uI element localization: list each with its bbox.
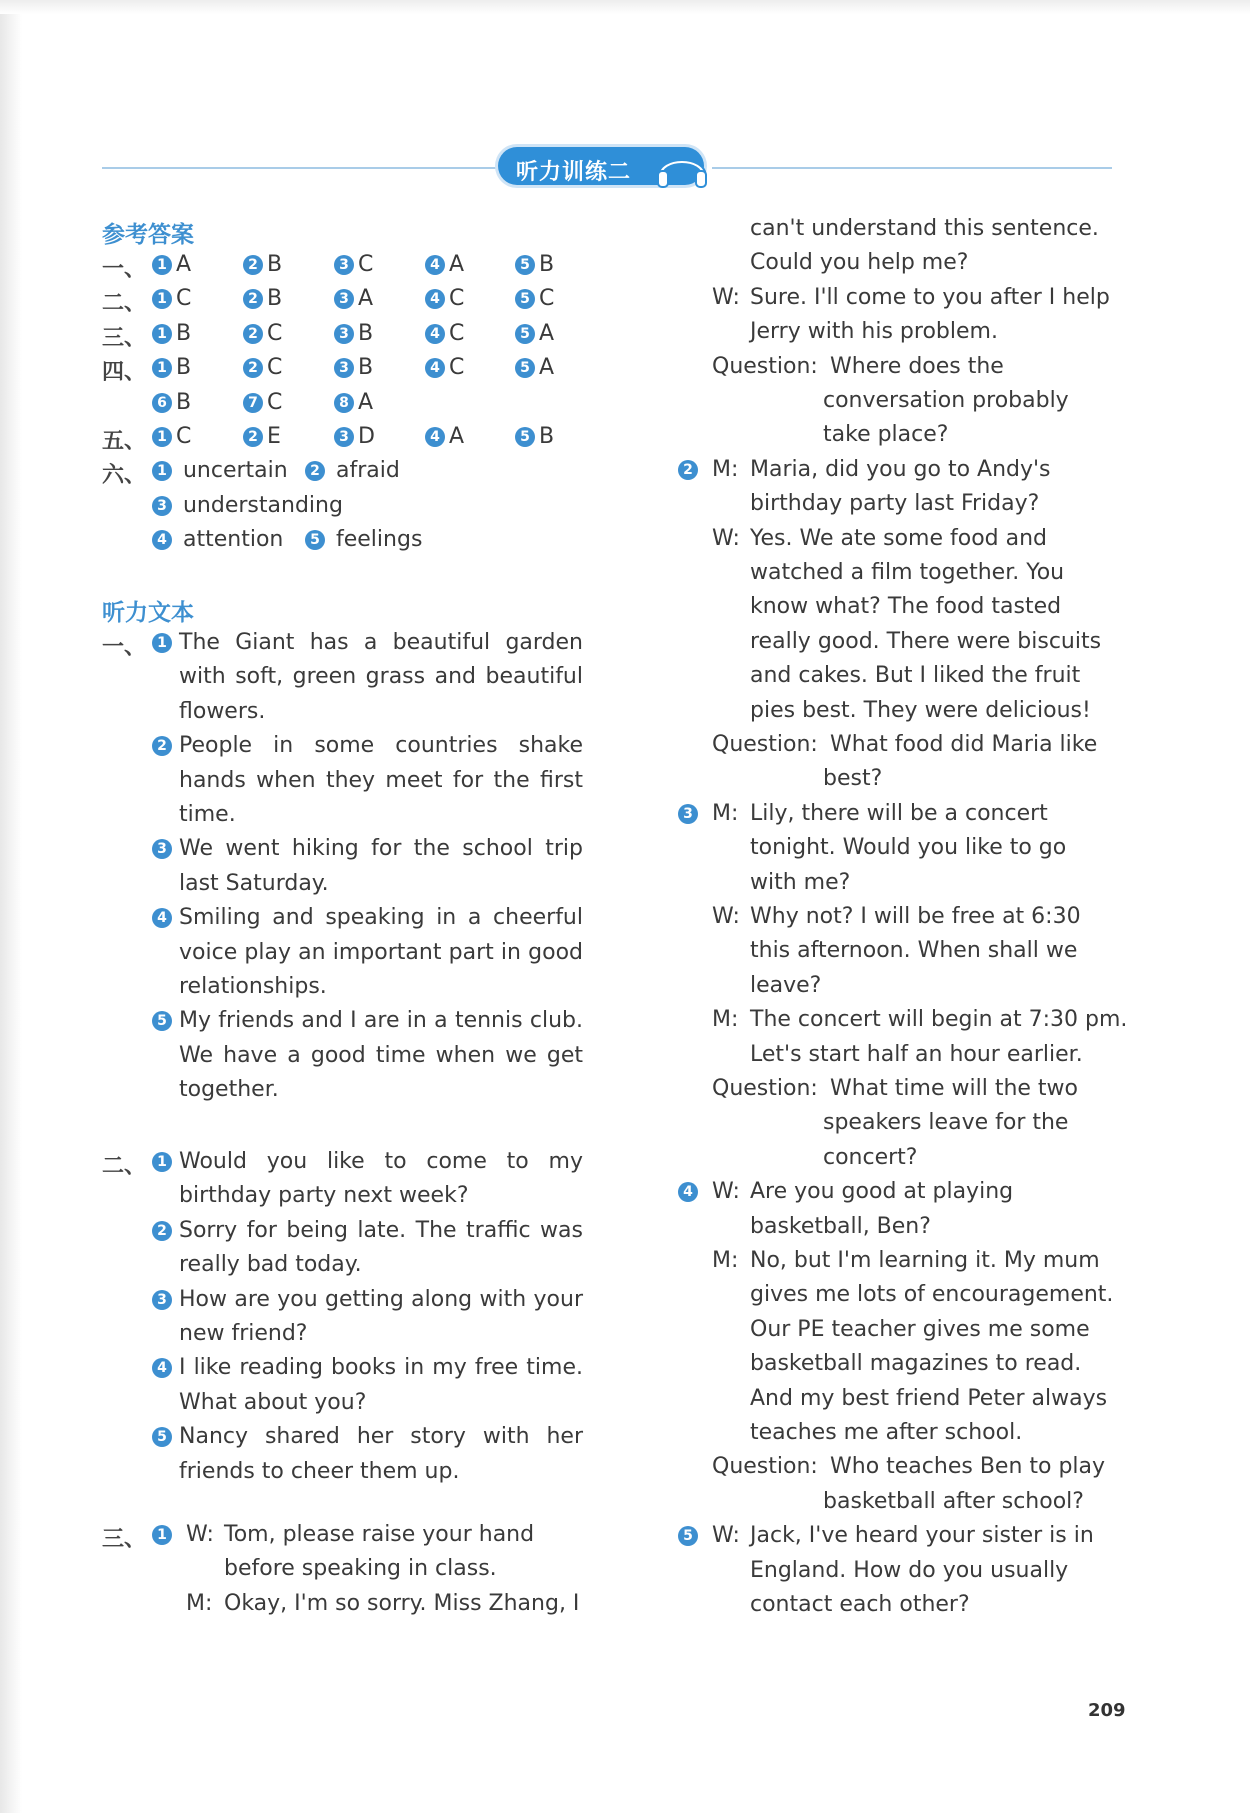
answer-item	[152, 493, 343, 518]
number-badge-icon: 4	[152, 908, 172, 928]
answer-value: A	[449, 252, 465, 277]
script-item-number	[152, 1287, 172, 1312]
answer-value: C	[449, 286, 465, 312]
script-line: Yes. We ate some food and	[750, 525, 1048, 551]
script-line: What about you?	[179, 1389, 367, 1415]
number-badge-icon: 4	[425, 289, 445, 309]
script-item-number	[152, 733, 172, 758]
script-line: take place?	[823, 422, 949, 448]
answer-row-label: 五、	[102, 429, 147, 454]
number-badge-icon: 4	[678, 1182, 698, 1202]
answer-item	[334, 355, 373, 380]
script-line: speakers leave for the	[823, 1110, 1069, 1136]
answer-item	[515, 355, 554, 380]
answer-item	[243, 321, 282, 346]
script-line: contact each other?	[750, 1592, 970, 1617]
number-badge-icon: 5	[515, 427, 535, 447]
number-badge-icon: 6	[152, 393, 172, 413]
number-badge-icon: 3	[334, 427, 354, 447]
script-item-number	[152, 1522, 172, 1547]
script-line: flowers.	[179, 698, 266, 724]
number-badge-icon: 2	[243, 427, 263, 447]
answer-value: A	[449, 424, 465, 449]
script-line: Why not? I will be free at 6:30	[750, 904, 1081, 929]
answer-item	[425, 252, 464, 277]
script-line: Our PE teacher gives me some	[750, 1316, 1090, 1342]
script-line: know what? The food tasted	[750, 594, 1062, 620]
number-badge-icon: 1	[152, 1152, 172, 1172]
script-line: can't understand this sentence.	[750, 216, 1099, 241]
speaker-label: M:	[186, 1590, 213, 1616]
script-line: Where does the	[830, 353, 1004, 379]
banner-title: 听力训练二	[516, 160, 632, 185]
answers-heading: 参考答案	[102, 222, 194, 248]
script-line: Would you like to come to my	[179, 1149, 583, 1174]
number-badge-icon: 1	[152, 289, 172, 309]
speaker-label: M:	[712, 1248, 739, 1273]
number-badge-icon: 2	[152, 736, 172, 756]
answer-item	[243, 424, 281, 449]
script-part-label: 二、	[102, 1154, 147, 1179]
script-line: Who teaches Ben to play	[830, 1454, 1106, 1480]
number-badge-icon: 5	[515, 358, 535, 378]
speaker-label: Question:	[712, 732, 818, 757]
script-line: Jerry with his problem.	[750, 319, 998, 345]
script-line: Okay, I'm so sorry. Miss Zhang, I	[224, 1590, 580, 1616]
script-line: What time will the two	[830, 1076, 1078, 1101]
script-line: basketball after school?	[823, 1488, 1084, 1514]
answer-row-label: 六、	[102, 463, 147, 489]
answer-value: C	[539, 286, 555, 312]
answer-value: E	[267, 424, 281, 449]
script-line: really good. There were biscuits	[750, 628, 1102, 654]
speaker-label: W:	[186, 1522, 214, 1547]
number-badge-icon: 2	[243, 255, 263, 275]
answer-item	[334, 424, 375, 449]
speaker-label: M:	[712, 1007, 739, 1033]
number-badge-icon: 2	[152, 1221, 172, 1241]
script-line: teaches me after school.	[750, 1420, 1023, 1445]
answer-value: understanding	[176, 492, 343, 518]
answer-item	[152, 355, 191, 380]
answer-value: B	[176, 389, 192, 415]
speaker-label: Question:	[712, 1454, 818, 1480]
number-badge-icon: 3	[152, 496, 172, 516]
speaker-label: M:	[712, 456, 739, 482]
script-line: before speaking in class.	[224, 1556, 497, 1582]
speaker-label: W:	[712, 284, 740, 310]
script-heading: 听力文本	[102, 600, 194, 626]
number-badge-icon: 2	[678, 460, 698, 480]
number-badge-icon: 5	[305, 530, 325, 550]
answer-value: B	[176, 355, 192, 381]
script-item-number	[152, 630, 172, 655]
script-line: People in some countries shake	[179, 733, 583, 759]
script-item-number	[152, 1218, 172, 1243]
answer-value: uncertain	[176, 458, 288, 484]
answer-item	[152, 424, 191, 449]
answer-item	[243, 355, 282, 380]
script-line: birthday party next week?	[179, 1183, 469, 1209]
number-badge-icon: 2	[305, 461, 325, 481]
script-line: Lily, there will be a concert	[750, 800, 1048, 826]
number-badge-icon: 5	[515, 255, 535, 275]
number-badge-icon: 2	[243, 289, 263, 309]
number-badge-icon: 5	[152, 1427, 172, 1447]
script-item-number	[152, 1149, 172, 1174]
answer-item	[152, 252, 191, 277]
page-number: 209	[1088, 1700, 1126, 1721]
script-line: Sure. I'll come to you after I help	[750, 284, 1110, 310]
number-badge-icon: 3	[152, 839, 172, 859]
header-rule-right	[712, 167, 1112, 169]
script-line: Let's start half an hour earlier.	[750, 1041, 1083, 1067]
script-line: watched a film together. You	[750, 560, 1065, 585]
script-item-number	[152, 1008, 172, 1033]
answer-item	[334, 390, 373, 415]
number-badge-icon: 5	[515, 289, 535, 309]
script-line: Sorry for being late. The traffic was	[179, 1217, 583, 1243]
answer-value: B	[267, 252, 283, 277]
number-badge-icon: 1	[152, 358, 172, 378]
script-line: The Giant has a beautiful garden	[179, 630, 583, 655]
script-line: Nancy shared her story with her	[179, 1424, 583, 1450]
answer-value: B	[267, 286, 283, 312]
speaker-label: W:	[712, 525, 740, 551]
answer-item	[515, 424, 554, 449]
answer-value: B	[539, 424, 555, 449]
number-badge-icon: 4	[425, 255, 445, 275]
answer-value: C	[449, 355, 465, 381]
script-line: We have a good time when we get	[179, 1042, 583, 1068]
number-badge-icon: 4	[425, 324, 445, 344]
script-line: Tom, please raise your hand	[224, 1522, 535, 1547]
answer-value: C	[267, 389, 283, 415]
script-line: birthday party last Friday?	[750, 491, 1040, 517]
speaker-label: M:	[712, 800, 739, 826]
dialog-number	[678, 801, 698, 826]
answer-item	[515, 286, 554, 311]
script-item-number	[152, 1424, 172, 1449]
answer-item	[152, 321, 191, 346]
script-line: No, but I'm learning it. My mum	[750, 1248, 1100, 1273]
script-line: with me?	[750, 869, 851, 895]
number-badge-icon: 3	[334, 289, 354, 309]
dialog-number	[678, 457, 698, 482]
number-badge-icon: 3	[334, 324, 354, 344]
script-line: this afternoon. When shall we	[750, 938, 1078, 964]
answer-item	[305, 458, 400, 483]
script-line: basketball, Ben?	[750, 1213, 931, 1239]
answer-value: B	[176, 320, 192, 346]
script-item-number	[152, 905, 172, 930]
answer-value: C	[358, 252, 374, 277]
number-badge-icon: 3	[334, 358, 354, 378]
script-line: Could you help me?	[750, 250, 969, 276]
script-line: pies best. They were delicious!	[750, 697, 1091, 723]
headphone-icon	[652, 143, 712, 189]
answer-value: afraid	[329, 458, 400, 484]
header-rule-left	[102, 167, 497, 169]
script-line: My friends and I are in a tennis club.	[179, 1008, 583, 1034]
answer-value: A	[358, 286, 374, 312]
answer-item	[515, 321, 554, 346]
script-line: conversation probably	[823, 388, 1069, 413]
answer-item	[243, 390, 282, 415]
number-badge-icon: 1	[152, 427, 172, 447]
number-badge-icon: 8	[334, 393, 354, 413]
answer-item	[243, 252, 282, 277]
answer-value: C	[267, 320, 283, 346]
script-line: together.	[179, 1077, 279, 1103]
answer-value: A	[539, 320, 555, 346]
dialog-number	[678, 1179, 698, 1204]
answer-row-label: 四、	[102, 360, 147, 386]
number-badge-icon: 7	[243, 393, 263, 413]
number-badge-icon: 4	[152, 1358, 172, 1378]
script-line: time.	[179, 802, 236, 827]
answer-item	[305, 527, 422, 552]
script-line: Smiling and speaking in a cheerful	[179, 905, 583, 931]
script-line: last Saturday.	[179, 870, 329, 896]
script-item-number	[152, 1355, 172, 1380]
script-line: What food did Maria like	[830, 732, 1098, 757]
script-part-label: 三、	[102, 1527, 147, 1552]
number-badge-icon: 3	[152, 1290, 172, 1310]
speaker-label: W:	[712, 904, 740, 929]
speaker-label: Question:	[712, 353, 818, 379]
answer-item	[152, 286, 191, 311]
answer-value: A	[176, 252, 192, 277]
answer-item	[425, 424, 464, 449]
speaker-label: W:	[712, 1523, 740, 1549]
script-line: best?	[823, 766, 883, 792]
answer-item	[334, 286, 373, 311]
answer-value: D	[358, 424, 375, 449]
script-line: Jack, I've heard your sister is in	[750, 1523, 1094, 1549]
number-badge-icon: 5	[515, 324, 535, 344]
script-line: And my best friend Peter always	[750, 1385, 1108, 1411]
answer-value: A	[358, 389, 374, 415]
script-line: really bad today.	[179, 1252, 362, 1278]
answer-row-label: 三、	[102, 325, 147, 351]
answer-item	[515, 252, 554, 277]
number-badge-icon: 1	[152, 255, 172, 275]
script-line: tonight. Would you like to go	[750, 835, 1067, 861]
script-line: I like reading books in my free time.	[179, 1355, 583, 1381]
number-badge-icon: 1	[152, 324, 172, 344]
answer-item	[425, 321, 464, 346]
answer-value: C	[449, 320, 465, 346]
page-top-shadow	[0, 0, 1250, 14]
script-line: new friend?	[179, 1321, 308, 1346]
script-line: Are you good at playing	[750, 1179, 1014, 1205]
answer-item	[334, 252, 373, 277]
answer-value: A	[539, 355, 555, 381]
number-badge-icon: 1	[152, 461, 172, 481]
speaker-label: Question:	[712, 1076, 818, 1101]
answer-value: C	[176, 424, 192, 449]
dialog-number	[678, 1523, 698, 1548]
answer-value: C	[267, 355, 283, 381]
script-line: We went hiking for the school trip	[179, 836, 583, 862]
number-badge-icon: 1	[152, 1525, 172, 1545]
script-line: The concert will begin at 7:30 pm.	[750, 1007, 1128, 1033]
script-line: Maria, did you go to Andy's	[750, 456, 1051, 482]
number-badge-icon: 4	[425, 358, 445, 378]
script-line: friends to cheer them up.	[179, 1458, 460, 1484]
number-badge-icon: 3	[334, 255, 354, 275]
script-part-label: 一、	[102, 635, 147, 660]
answer-value: B	[539, 252, 555, 277]
script-item-number	[152, 836, 172, 861]
number-badge-icon: 4	[425, 427, 445, 447]
script-line: gives me lots of encouragement.	[750, 1282, 1114, 1308]
answer-item	[152, 390, 191, 415]
answer-item	[243, 286, 282, 311]
answer-row-label: 二、	[102, 291, 147, 317]
speaker-label: W:	[712, 1179, 740, 1205]
answer-value: C	[176, 286, 192, 312]
number-badge-icon: 2	[243, 324, 263, 344]
answer-item	[334, 321, 373, 346]
script-line: voice play an important part in good	[179, 939, 583, 965]
script-line: basketball magazines to read.	[750, 1351, 1082, 1377]
number-badge-icon: 4	[152, 530, 172, 550]
number-badge-icon: 1	[152, 633, 172, 653]
number-badge-icon: 3	[678, 804, 698, 824]
script-line: concert?	[823, 1144, 918, 1170]
answer-item	[425, 355, 464, 380]
answer-value: B	[358, 320, 374, 346]
script-line: relationships.	[179, 974, 327, 999]
answer-value: feelings	[329, 527, 423, 553]
script-line: and cakes. But I liked the fruit	[750, 663, 1081, 689]
answer-row-label: 一、	[102, 257, 147, 282]
script-line: hands when they meet for the first	[179, 767, 583, 793]
script-line: England. How do you usually	[750, 1557, 1069, 1583]
section-banner	[490, 143, 718, 189]
answer-value: attention	[176, 527, 284, 553]
answer-value: B	[358, 355, 374, 381]
script-line: How are you getting along with your	[179, 1286, 583, 1312]
script-line: with soft, green grass and beautiful	[179, 664, 583, 690]
number-badge-icon: 5	[152, 1011, 172, 1031]
number-badge-icon: 5	[678, 1526, 698, 1546]
answer-item	[152, 458, 288, 483]
page-edge-shadow	[0, 0, 22, 1813]
answer-item	[425, 286, 464, 311]
script-line: leave?	[750, 972, 822, 998]
answer-item	[152, 527, 283, 552]
number-badge-icon: 2	[243, 358, 263, 378]
